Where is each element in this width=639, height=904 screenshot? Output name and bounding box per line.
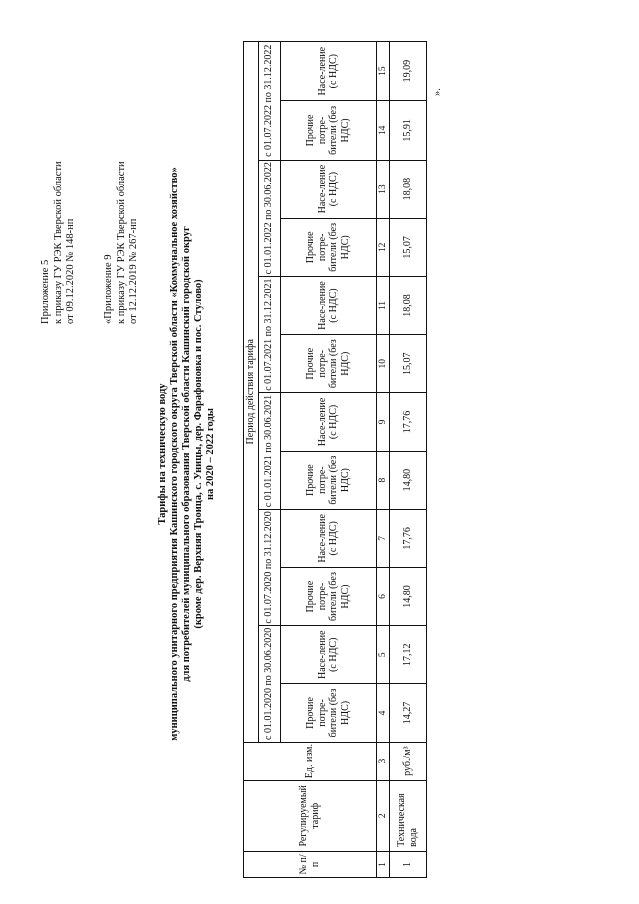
sub-header-population: Насе-ление (с НДС)	[280, 626, 376, 684]
tariff-value: 14,80	[389, 451, 426, 509]
title-line4: (кроме дер. Верхняя Троица, с. Уницы, дер. Фарафоновка и пос. Стулово)	[193, 279, 204, 629]
tariff-value: 17,12	[389, 626, 426, 684]
column-number: 12	[376, 218, 389, 276]
column-number: 7	[376, 509, 389, 567]
column-number: 3	[376, 742, 389, 780]
table-row	[389, 42, 426, 878]
annex-9-line3: от 12.12.2019 № 267-нп	[128, 218, 139, 324]
annex-5-line1: Приложение 5	[40, 259, 51, 324]
column-number: 11	[376, 276, 389, 334]
sub-header-other: Прочие потре-бители (без НДС)	[280, 567, 376, 625]
sub-header-population: Насе-ление (с НДС)	[280, 276, 376, 334]
sub-header-other: Прочие потре-бители (без НДС)	[280, 451, 376, 509]
annex-9-line2: к приказу ГУ РЭК Тверской области	[115, 161, 127, 324]
tariff-value: 19,09	[389, 42, 426, 101]
document-title	[157, 74, 217, 834]
tariff-value: 15,91	[389, 101, 426, 160]
annex-5-block	[40, 161, 78, 324]
column-number-row	[376, 42, 389, 878]
tariff-table	[243, 41, 427, 878]
sub-header-other: Прочие потре-бители (без НДС)	[280, 218, 376, 276]
row-number: 1	[389, 851, 426, 877]
tariff-value: 15,07	[389, 335, 426, 393]
annex-5-line3: от 09.12.2020 № 148-нп	[65, 218, 76, 324]
sub-header-other: Прочие потре-бители (без НДС)	[280, 335, 376, 393]
column-number: 5	[376, 626, 389, 684]
column-number: 8	[376, 451, 389, 509]
column-number: 15	[376, 42, 389, 101]
sub-header-population: Насе-ление (с НДС)	[280, 42, 376, 101]
column-number: 4	[376, 684, 389, 742]
tariff-value: 15,07	[389, 218, 426, 276]
row-tariff-name: Техническая вода	[389, 780, 426, 851]
annex-9-line1: «Приложение 9	[103, 254, 114, 324]
annex-5-line2: к приказу ГУ РЭК Тверской области	[52, 161, 64, 324]
sub-header-population: Насе-ление (с НДС)	[280, 160, 376, 218]
sub-header-other: Прочие потре-бители (без НДС)	[280, 101, 376, 160]
closing-quote: ».	[432, 88, 443, 96]
title-line3: для потребителей муниципального образования Тверской области Кашинский городской округ	[181, 226, 192, 682]
row-unit: руб./м³	[389, 742, 426, 780]
sub-header-population: Насе-ление (с НДС)	[280, 509, 376, 567]
header-tariff: Регулируемый тариф	[244, 780, 377, 851]
column-number: 6	[376, 567, 389, 625]
column-number: 13	[376, 160, 389, 218]
column-number: 14	[376, 101, 389, 160]
header-num: № п/п	[244, 851, 377, 877]
period-header: с 01.07.2022 по 31.12.2022	[258, 42, 280, 161]
column-number: 2	[376, 780, 389, 851]
title-line5: на 2020 – 2022 годы	[205, 408, 216, 501]
sub-header-population: Насе-ление (с НДС)	[280, 393, 376, 451]
period-header: с 01.01.2022 по 30.06.2022	[258, 160, 280, 276]
sub-header-other: Прочие потре-бители (без НДС)	[280, 684, 376, 742]
header-period: Период действия тарифа	[244, 42, 259, 743]
tariff-value: 14,27	[389, 684, 426, 742]
tariff-value: 17,76	[389, 509, 426, 567]
column-number: 10	[376, 335, 389, 393]
column-number: 9	[376, 393, 389, 451]
period-header: с 01.01.2021 по 30.06.2021	[258, 393, 280, 509]
column-number: 1	[376, 851, 389, 877]
period-header: с 01.01.2020 по 30.06.2020	[258, 626, 280, 742]
tariff-value: 18,08	[389, 160, 426, 218]
tariff-value: 14,80	[389, 567, 426, 625]
annex-9-block	[103, 161, 141, 324]
title-line1: Тарифы на техническую воду	[157, 383, 168, 525]
title-line2: муниципального унитарного предприятия Кашинского городского округа Тверской области «Коммунальное хозяйство»	[169, 167, 180, 741]
header-unit: Ед. изм.	[244, 742, 377, 780]
period-header: с 01.07.2021 по 31.12.2021	[258, 276, 280, 392]
tariff-value: 18,08	[389, 276, 426, 334]
period-header: с 01.07.2020 по 31.12.2020	[258, 509, 280, 625]
tariff-value: 17,76	[389, 393, 426, 451]
